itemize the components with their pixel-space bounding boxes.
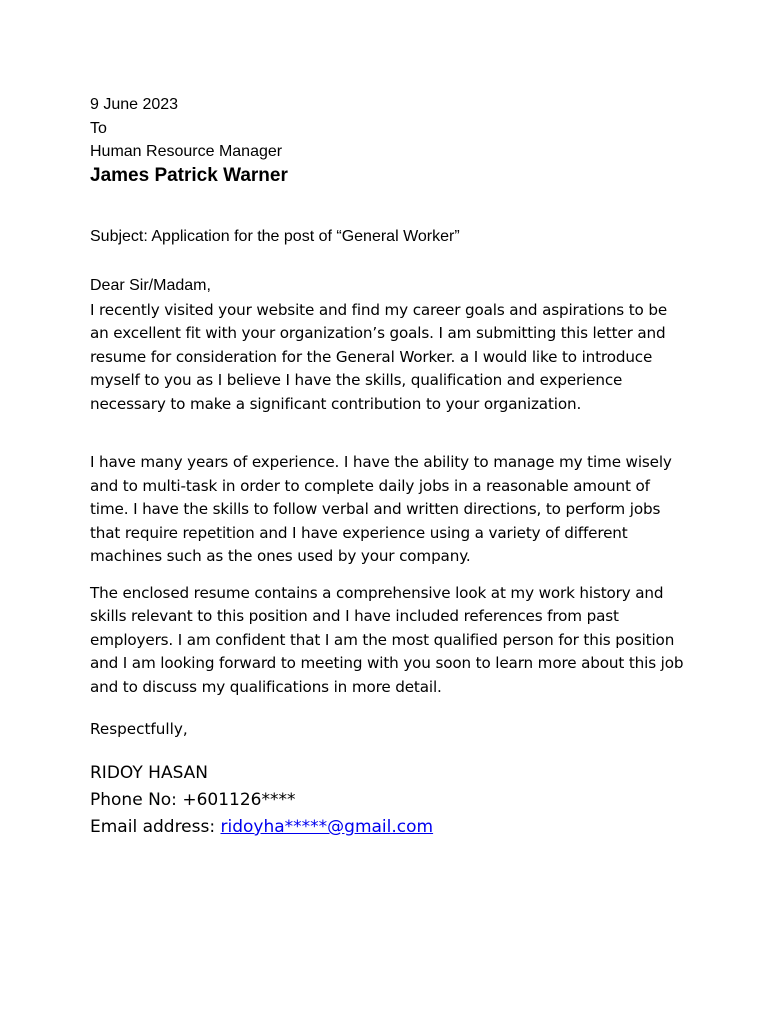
letter-date: 9 June 2023 bbox=[90, 96, 179, 113]
body-paragraph-3: The enclosed resume contains a comprehensive look at my work history and skills relevant to this position and I have included references from past employers. I am confident that I am the most qualified person for this position and I am looking forward to meeting with you soon to learn more about this job and to discuss my qualifications in more detail. bbox=[90, 583, 684, 696]
signature-email bbox=[90, 814, 690, 841]
signature-phone bbox=[90, 787, 690, 814]
cover-letter bbox=[90, 93, 690, 841]
signature-name: RIDOY HASAN bbox=[90, 763, 209, 783]
body-paragraph-2: I have many years of experience. I have the ability to manage my time wisely and to multi-task in order to complete daily jobs in a reasonable amount of time. I have the skills to follow verbal and written directions, to perform jobs that require repetition and I have experience using a variety of different machines such as the ones used by your company. bbox=[90, 453, 672, 565]
recipient-name: James Patrick Warner bbox=[90, 164, 288, 186]
subject-line: Subject: Application for the post of “General Worker” bbox=[90, 227, 460, 245]
closing: Respectfully, bbox=[90, 720, 188, 738]
to-label: To bbox=[90, 119, 107, 137]
phone-number: +601126**** bbox=[182, 790, 296, 810]
body-paragraph-1: I recently visited your website and find my career goals and aspirations to be an excellent fit with your organization’s goals. I am submitting this letter and resume for consideration for the General Worker. a I would like to introduce myself to you as I believe I have the skills, qualification and experience necessary to make a significant contribution to your organization. bbox=[90, 300, 668, 413]
email-link[interactable]: ridoyha*****@gmail.com bbox=[220, 817, 434, 837]
phone-label: Phone No: bbox=[90, 790, 183, 810]
recipient-title: Human Resource Manager bbox=[90, 143, 283, 160]
email-label: Email address: bbox=[90, 817, 221, 837]
salutation: Dear Sir/Madam, bbox=[90, 276, 211, 294]
